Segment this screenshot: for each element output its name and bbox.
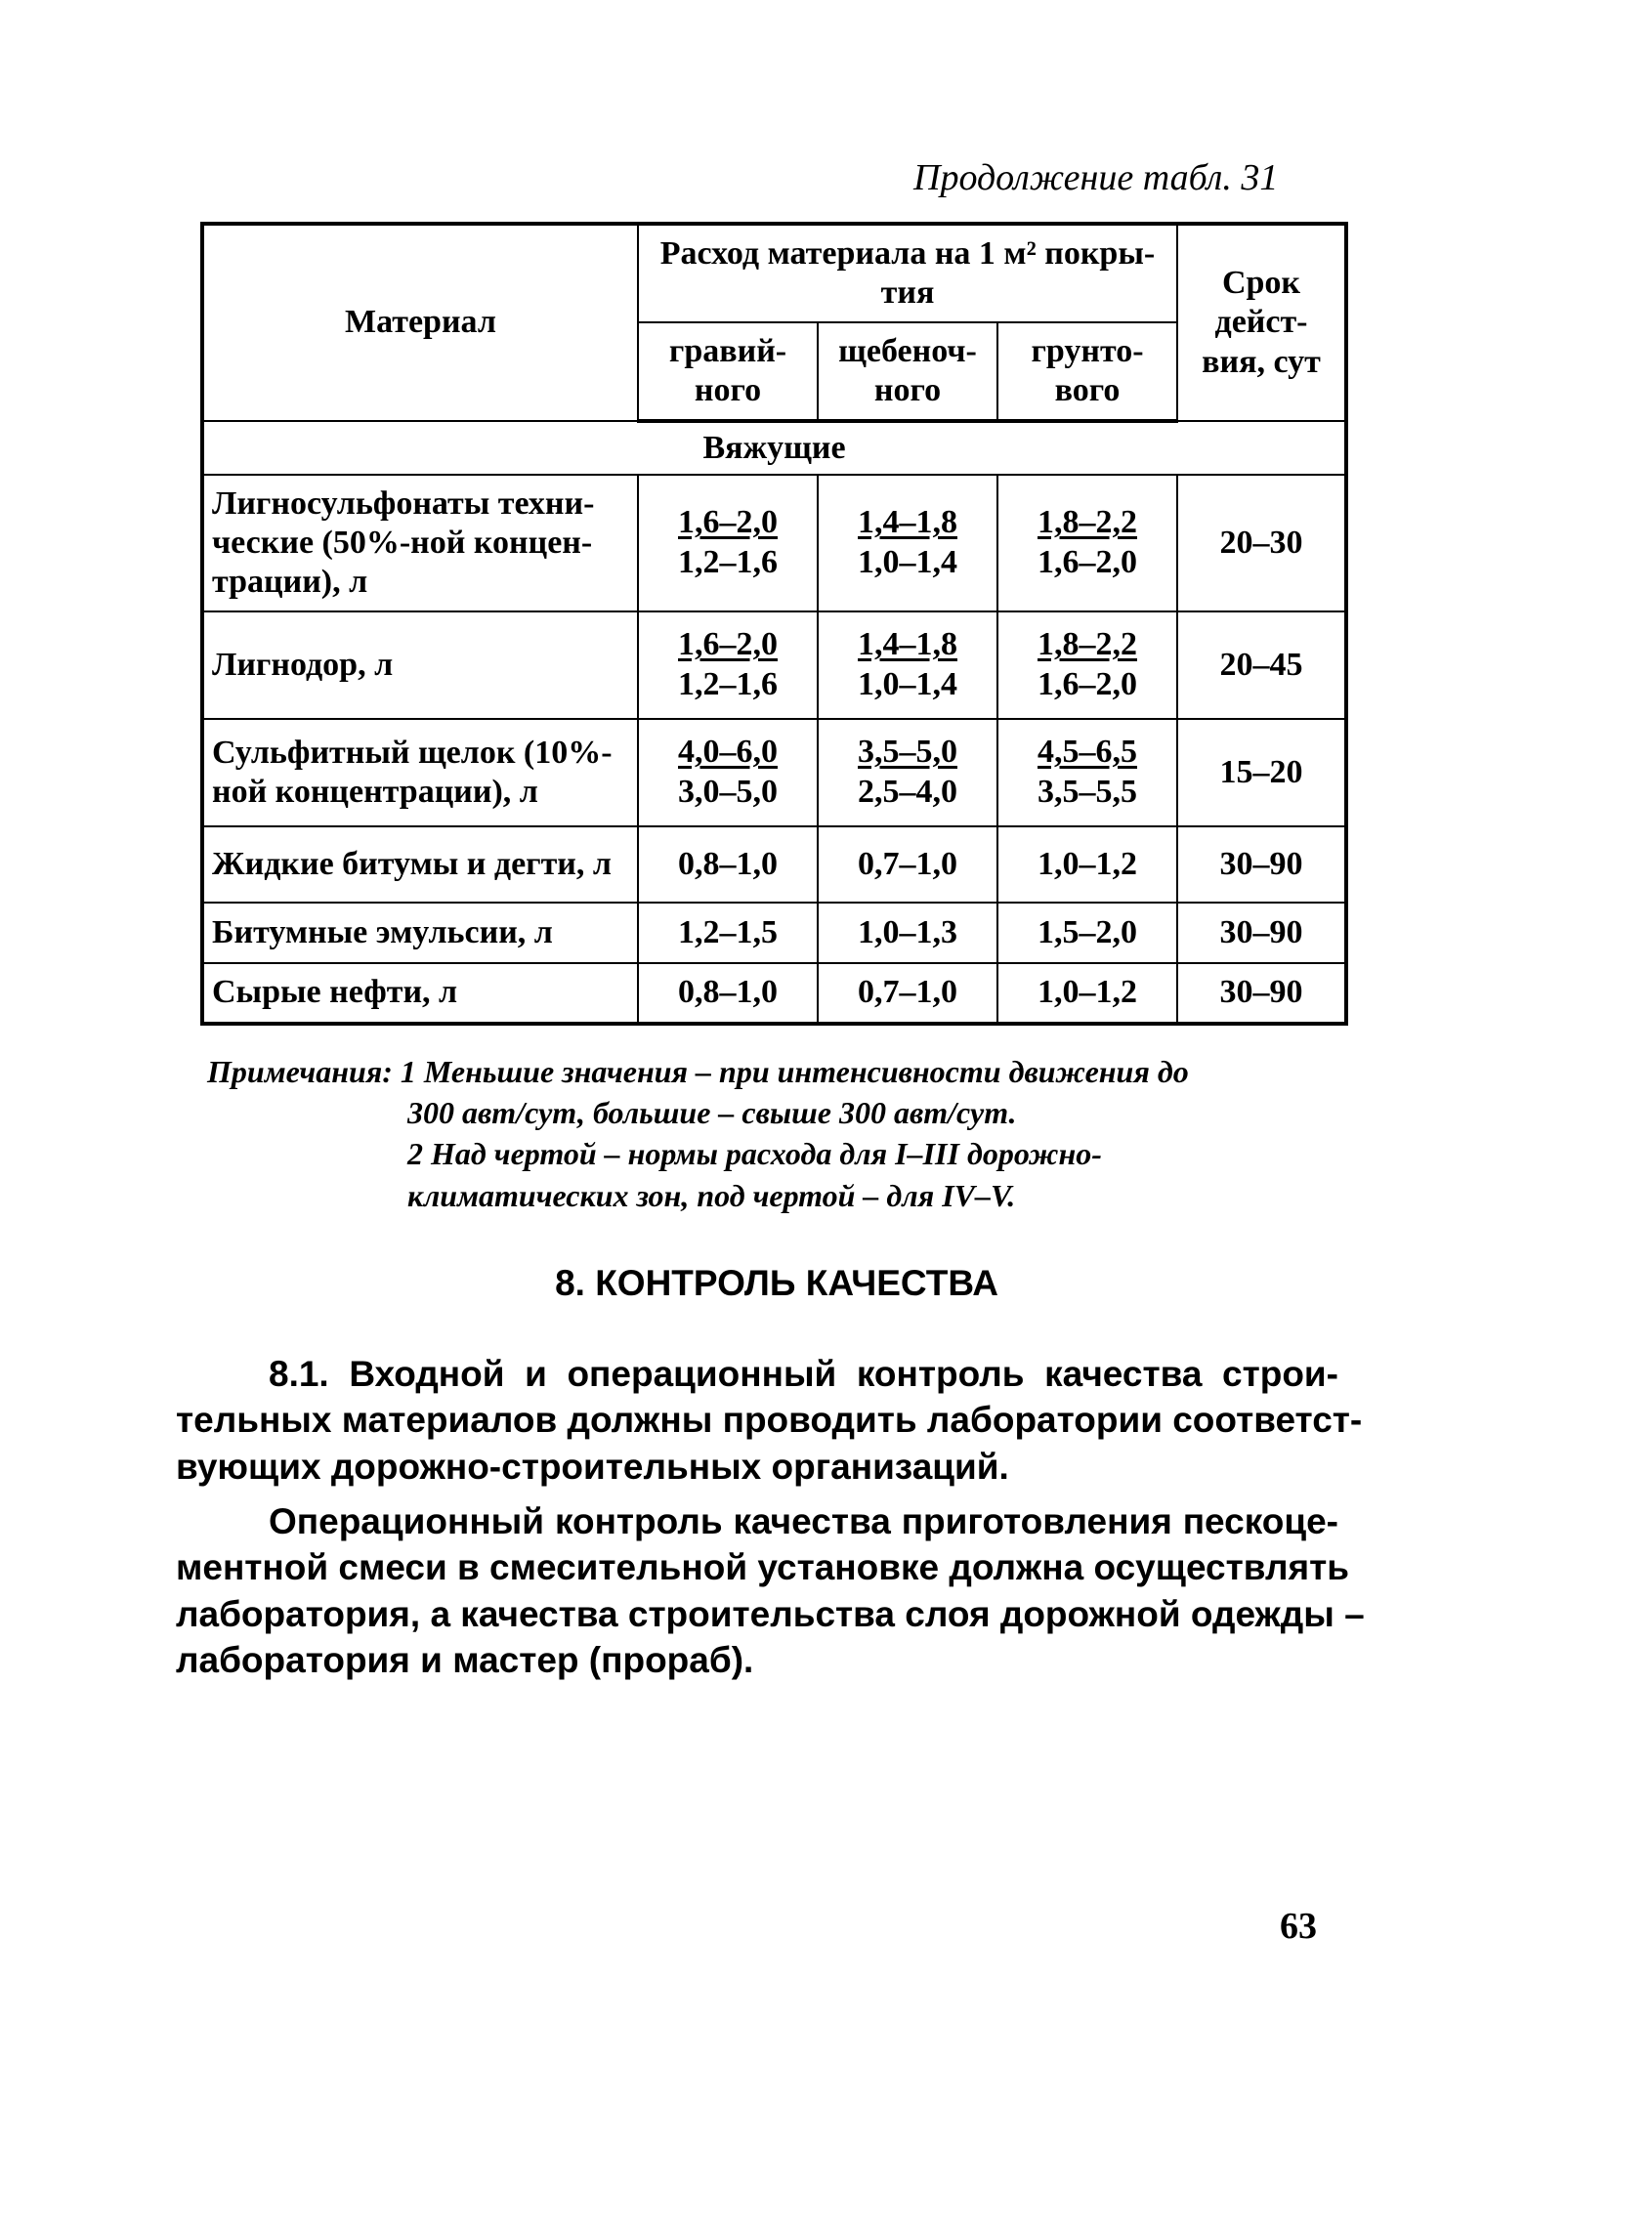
header-consumption: Расход материала на 1 м² покры- тия	[638, 224, 1177, 322]
table-row	[202, 611, 1346, 719]
page-number: 63	[1280, 1906, 1317, 1947]
paragraph-8-1	[176, 1351, 1363, 1490]
gravel-cell: 1,2–1,5	[638, 903, 818, 963]
material-cell: Жидкие битумы и дегти, л	[202, 826, 638, 903]
text-line: тельных материалов должны проводить лаборатории соответст-	[176, 1400, 1363, 1441]
term-cell: 20–30	[1177, 475, 1346, 611]
crushed-cell: 0,7–1,0	[818, 963, 997, 1024]
note-line: 2 Над чертой – нормы расхода для I–III дорожно-	[407, 1136, 1102, 1172]
material-cell: Сырые нефти, л	[202, 963, 638, 1024]
material-cell: Битумные эмульсии, л	[202, 903, 638, 963]
soil-cell: 1,0–1,2	[997, 826, 1177, 903]
text-line: Операционный контроль качества приготовления пескоце-	[269, 1501, 1338, 1541]
soil-cell: 1,5–2,0	[997, 903, 1177, 963]
header-gravel: гравий- ного	[638, 322, 818, 421]
notes-label: Примечания:	[207, 1054, 393, 1089]
note-line: 300 авт/сут, большие – свыше 300 авт/сут.	[407, 1095, 1017, 1131]
crushed-cell: 1,4–1,8 1,0–1,4	[818, 611, 997, 719]
material-cell: Лигнодор, л	[202, 611, 638, 719]
paragraph-operational-control	[176, 1498, 1365, 1683]
term-cell: 30–90	[1177, 903, 1346, 963]
header-crushed-stone: щебеноч- ного	[818, 322, 997, 421]
text-line: лаборатория, а качества строительства слоя дорожной одежды –	[176, 1593, 1365, 1634]
table-notes	[207, 1051, 1189, 1216]
gravel-cell: 0,8–1,0	[638, 963, 818, 1024]
note-line: климатических зон, под чертой – для IV–V.	[407, 1177, 1016, 1213]
table-row	[202, 826, 1346, 903]
text-line: ментной смеси в смесительной установке должна осуществлять	[176, 1547, 1349, 1588]
header-material: Материал	[202, 224, 638, 421]
table-caption: Продолжение табл. 31	[913, 157, 1279, 198]
soil-cell: 4,5–6,5 3,5–5,5	[997, 719, 1177, 826]
section-heading: 8. КОНТРОЛЬ КАЧЕСТВА	[555, 1263, 998, 1303]
table-row	[202, 475, 1346, 611]
term-cell: 30–90	[1177, 826, 1346, 903]
material-cell: Сульфитный щелок (10%- ной концентрации), л	[202, 719, 638, 826]
gravel-cell: 4,0–6,0 3,0–5,0	[638, 719, 818, 826]
gravel-cell: 1,6–2,0 1,2–1,6	[638, 611, 818, 719]
table-row	[202, 903, 1346, 963]
term-cell: 15–20	[1177, 719, 1346, 826]
soil-cell: 1,8–2,2 1,6–2,0	[997, 611, 1177, 719]
table-row	[202, 963, 1346, 1024]
consumption-table	[200, 222, 1348, 1026]
section-binders: Вяжущие	[202, 421, 1346, 475]
header-soil: грунто- вого	[997, 322, 1177, 421]
soil-cell: 1,0–1,2	[997, 963, 1177, 1024]
term-cell: 20–45	[1177, 611, 1346, 719]
gravel-cell: 0,8–1,0	[638, 826, 818, 903]
term-cell: 30–90	[1177, 963, 1346, 1024]
crushed-cell: 1,4–1,8 1,0–1,4	[818, 475, 997, 611]
header-term: Срок дейст- вия, сут	[1177, 224, 1346, 421]
crushed-cell: 1,0–1,3	[818, 903, 997, 963]
gravel-cell: 1,6–2,0 1,2–1,6	[638, 475, 818, 611]
text-line: 8.1. Входной и операционный контроль качества строи-	[269, 1354, 1338, 1394]
material-cell: Лигносульфонаты техни- ческие (50%-ной концен- трации), л	[202, 475, 638, 611]
text-line: вующих дорожно-строительных организаций.	[176, 1446, 1009, 1487]
table-row	[202, 719, 1346, 826]
note-line: 1 Меньшие значения – при интенсивности движения до	[400, 1054, 1189, 1089]
crushed-cell: 3,5–5,0 2,5–4,0	[818, 719, 997, 826]
soil-cell: 1,8–2,2 1,6–2,0	[997, 475, 1177, 611]
crushed-cell: 0,7–1,0	[818, 826, 997, 903]
text-line: лаборатория и мастер (прораб).	[176, 1640, 754, 1681]
